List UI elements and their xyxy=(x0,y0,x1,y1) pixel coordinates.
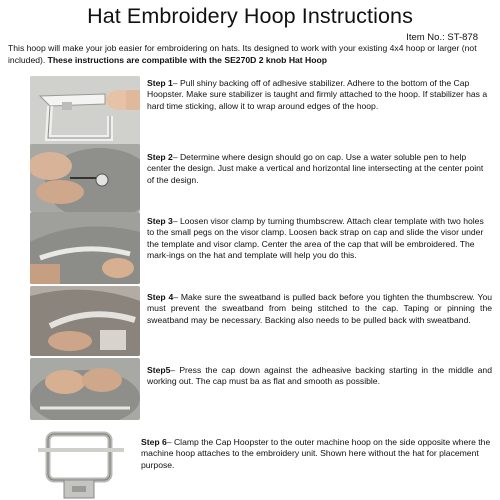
item-number: Item No.: ST-878 xyxy=(406,32,478,43)
step-2-photo xyxy=(30,144,140,212)
step-label: Step 4 xyxy=(147,292,174,302)
step-1-text: Step 1– Pull shiny backing off of adhesive stabilizer. Adhere to the bottom of the Cap Hoopster. Make sure stabilizer is taught and firmly attached to the hoop. If stabilizer has a hard time sticking, allow it to wrap around edges of the hoop. xyxy=(147,78,488,111)
step-1-photo xyxy=(30,76,140,148)
step-label: Step 1 xyxy=(147,78,173,88)
step-label: Step5 xyxy=(147,365,171,375)
step-3-photo xyxy=(30,212,140,284)
step-3-text: Step 3– Loosen visor clamp by turning thumbscrew. Attach clear template with two holes to the small pegs on the visor clamp. Loosen back strap on cap and slide the visor under the template and visor clamp. Center the area of the cap that will be embroidered. The mark-ings on the hat and template will help you do this. xyxy=(147,216,484,261)
step-2-text: Step 2– Determine where design should go on cap. Use a water soluble pen to help center the design. Just make a vertical and horizontal line intersecting at the center point of the design. xyxy=(147,152,484,185)
step-label: Step 2 xyxy=(147,152,173,162)
intro-compat-note: These instructions are compatible with the SE270D 2 knob Hat Hoop xyxy=(47,54,328,65)
step-6-text: Step 6– Clamp the Cap Hoopster to the outer machine hoop on the side opposite where the machine hoop attaches to the embroidery unit. Shown here without the hat for placement purpose. xyxy=(141,437,491,470)
intro-text: This hoop will make your job easier for embroidering on hats. Its designed to work with your existing 4x4 hoop or larger (not included). xyxy=(8,43,477,65)
step-5-photo xyxy=(30,358,140,420)
step-label: Step 6 xyxy=(141,437,167,447)
step-4-photo xyxy=(30,286,140,356)
step-6-photo xyxy=(34,428,130,500)
step-label: Step 3 xyxy=(147,216,173,226)
step-5-text: Step5– Press the cap down against the adheasive backing starting in the middle and working out. The cap must ba as flat and smooth as possible. xyxy=(147,365,492,387)
intro-paragraph xyxy=(8,43,492,66)
step-4-text: Step 4– Make sure the sweatband is pulled back before you tighten the thumbscrew. You must prevent the sweatband from being stitched to the cap. Taping or pinning the sweatband may be necessary. Backing also needs to be pulled back with sweatband. xyxy=(147,292,493,325)
page-title: Hat Embroidery Hoop Instructions xyxy=(87,4,413,28)
